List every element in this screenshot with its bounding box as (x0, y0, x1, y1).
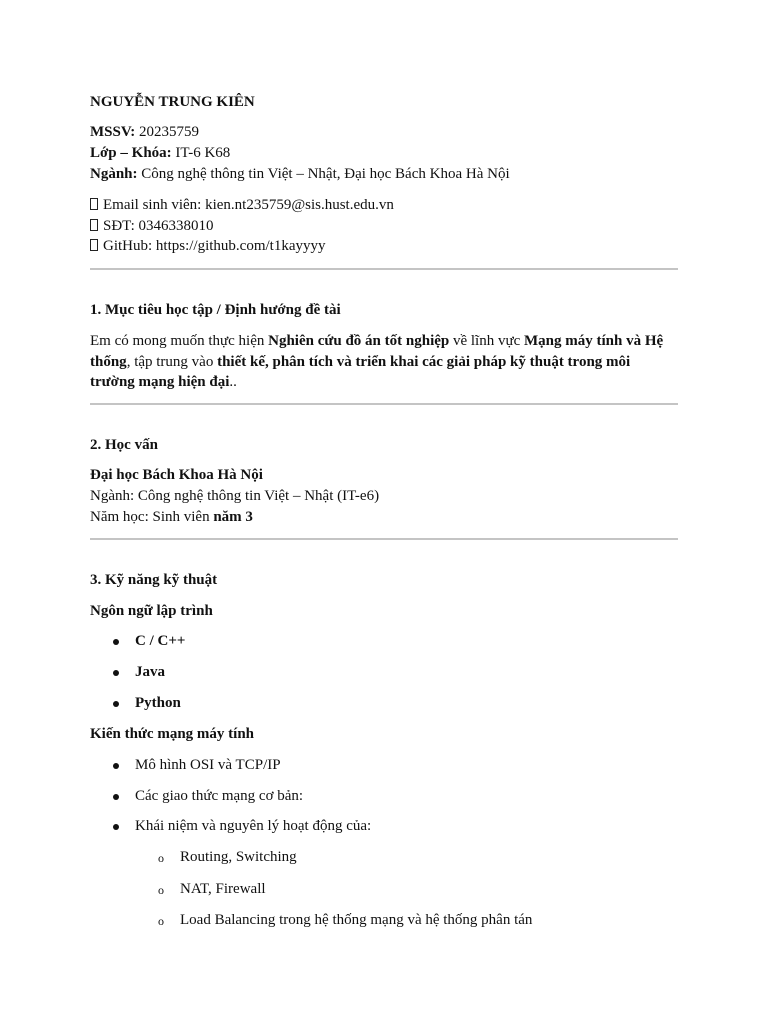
bullet-icon (113, 639, 119, 645)
phone-line (90, 216, 214, 236)
education-major: Ngành: Công nghệ thông tin Việt – Nhật (IT-e6) (90, 488, 380, 504)
objective-text: , tập trung vào (126, 354, 218, 370)
sub-item: Routing, Switching (180, 849, 297, 865)
education-heading: 2. Học vấn (90, 437, 158, 453)
email-text: Email sinh viên: kien.nt235759@sis.hust.edu.vn (103, 197, 394, 213)
class-label: Lớp – Khóa: (90, 145, 172, 161)
sub-bullet-icon: o (158, 914, 164, 928)
objective-bold: trường mạng hiện đại (90, 374, 230, 390)
major-label: Ngành: (90, 166, 138, 182)
phone-icon (90, 219, 98, 231)
network-heading: Kiến thức mạng máy tính (90, 726, 255, 742)
email-icon (90, 198, 98, 210)
objective-line-1 (90, 331, 663, 351)
email-line (90, 195, 394, 215)
mssv-line (90, 122, 199, 142)
sub-bullet-icon: o (158, 851, 164, 865)
bullet-icon (113, 701, 119, 707)
objective-bold: thống (90, 354, 127, 370)
objective-line-2 (90, 352, 630, 372)
language-item: C / C++ (135, 633, 186, 649)
sub-item: Load Balancing trong hệ thống mạng và hệ thống phân tán (180, 912, 533, 928)
github-text: GitHub: https://github.com/t1kayyyy (103, 238, 326, 254)
objective-heading: 1. Mục tiêu học tập / Định hướng đề tài (90, 302, 341, 318)
network-item: Các giao thức mạng cơ bản: (135, 788, 304, 804)
student-name: NGUYỄN TRUNG KIÊN (90, 94, 255, 110)
github-icon (90, 239, 98, 251)
divider (90, 268, 678, 270)
sub-item: NAT, Firewall (180, 881, 266, 897)
mssv-label: MSSV: (90, 124, 136, 140)
bullet-icon (113, 763, 119, 769)
bullet-icon (113, 824, 119, 830)
objective-bold: thiết kế, phân tích và triển khai các giải pháp kỹ thuật trong môi (217, 354, 631, 370)
bullet-icon (113, 670, 119, 676)
objective-text: .. (229, 374, 237, 390)
skills-heading: 3. Kỹ năng kỹ thuật (90, 572, 218, 588)
network-item: Khái niệm và nguyên lý hoạt động của: (135, 818, 372, 834)
languages-heading: Ngôn ngữ lập trình (90, 603, 213, 619)
mssv-value: 20235759 (139, 124, 200, 140)
language-item: Java (135, 664, 165, 680)
objective-text: Em có mong muốn thực hiện (90, 333, 269, 349)
objective-text: về lĩnh vực (449, 333, 525, 349)
network-item: Mô hình OSI và TCP/IP (135, 757, 281, 773)
class-value: IT-6 K68 (175, 145, 231, 161)
objective-bold: Nghiên cứu đồ án tốt nghiệp (268, 333, 450, 349)
language-item: Python (135, 695, 181, 711)
github-line (90, 236, 326, 256)
objective-bold: Mạng máy tính và Hệ (524, 333, 664, 349)
bullet-icon (113, 794, 119, 800)
phone-text: SĐT: 0346338010 (103, 218, 214, 234)
sub-bullet-icon: o (158, 883, 164, 897)
year-prefix: Năm học: Sinh viên (90, 509, 214, 525)
divider (90, 538, 678, 540)
major-value: Công nghệ thông tin Việt – Nhật, Đại học Bách Khoa Hà Nội (141, 166, 510, 182)
school-name: Đại học Bách Khoa Hà Nội (90, 467, 263, 483)
education-year (90, 507, 253, 527)
objective-line-3 (90, 372, 237, 392)
divider (90, 403, 678, 405)
class-line (90, 143, 230, 163)
year-value: năm 3 (213, 509, 253, 525)
major-line (90, 164, 510, 184)
